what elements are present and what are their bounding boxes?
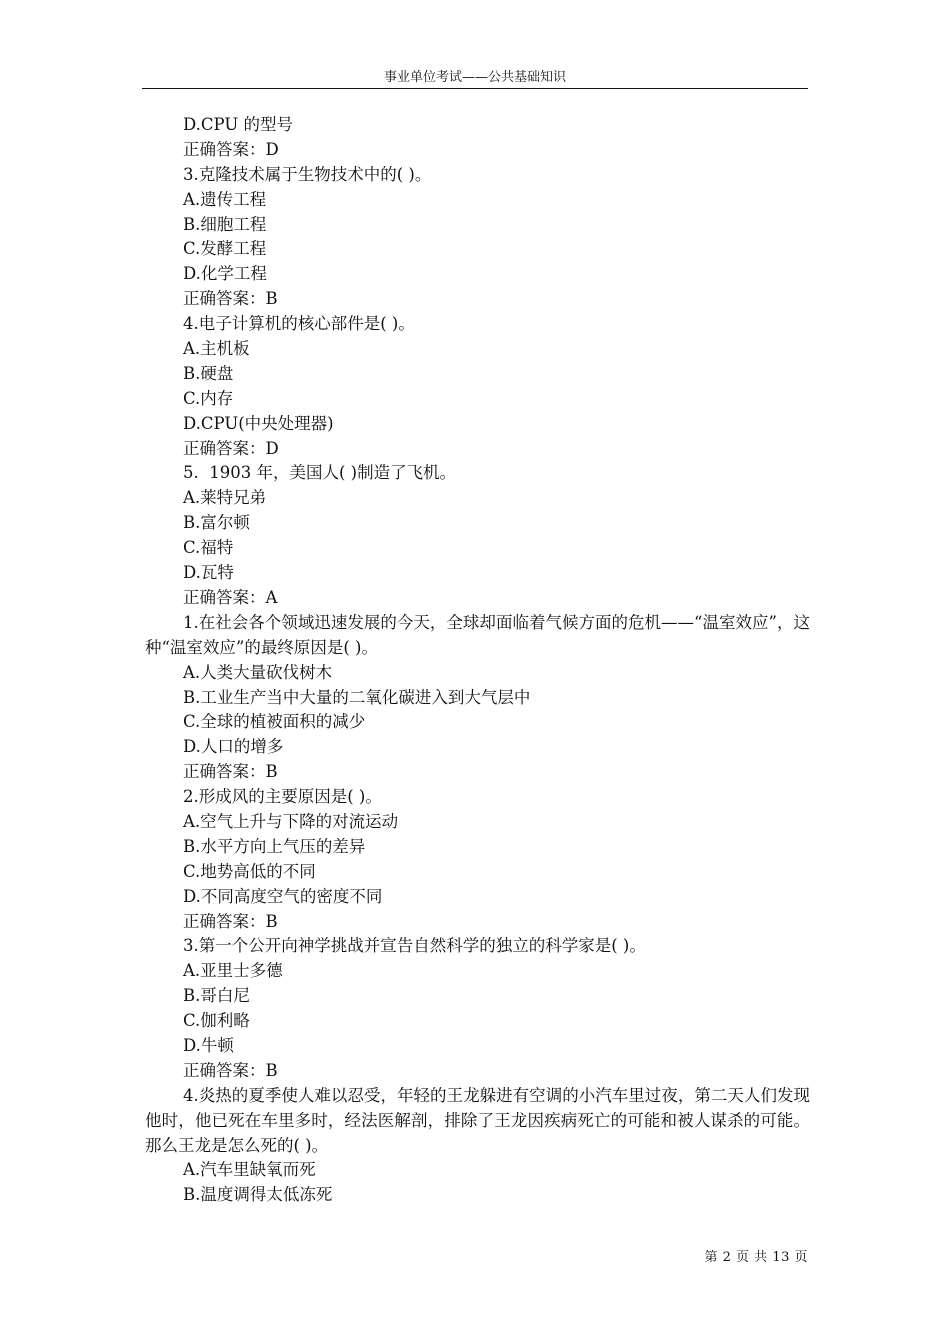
answer-line: 正确答案：D [183,438,279,458]
option-a: A.亚里士多德 [183,961,283,981]
question-1: 1.在社会各个领域迅速发展的今天，全球却面临着气候方面的危机——“温室效应”，这种“温室效应”的最终原因是( )。 [145,612,810,657]
option-a: A.莱特兄弟 [183,488,267,508]
page-header: 事业单位考试——公共基础知识 [383,70,566,85]
option-d: D.瓦特 [183,563,234,583]
answer-line: 正确答案：B [183,911,278,931]
question-4: 4.炎热的夏季使人难以忍受，年轻的王龙躲进有空调的小汽车里过夜，第二天人们发现他时，他已死在车里多时，经法医解剖，排除了王龙因疾病死亡的可能和被人谋杀的可能。那么王龙是怎么死的( )。 [145,1085,810,1155]
option-b: B.水平方向上气压的差异 [183,836,366,856]
option-d: D.CPU(中央处理器) [183,413,334,433]
option-b: B.细胞工程 [183,214,267,234]
option-d: D.牛顿 [183,1035,234,1055]
question-3: 3.第一个公开向神学挑战并宣告自然科学的独立的科学家是( )。 [183,936,646,956]
answer-line: 正确答案：B [183,762,278,782]
option-b: B.工业生产当中大量的二氧化碳进入到大气层中 [183,687,531,707]
question-4: 4.电子计算机的核心部件是( )。 [183,314,415,334]
answer-line: 正确答案：D [183,139,279,159]
page-number: 第 2 页 共 13 页 [704,1250,808,1265]
option-d: D.不同高度空气的密度不同 [183,886,383,906]
option-a: A.人类大量砍伐树木 [183,662,333,682]
option-b: B.哥白尼 [183,986,250,1006]
option-a: A.汽车里缺氧而死 [183,1160,316,1180]
option-a: A.遗传工程 [183,189,267,209]
option-d: D.化学工程 [183,264,267,284]
option-c: C.全球的植被面积的减少 [183,712,366,732]
header-divider [142,88,808,89]
answer-line: 正确答案：A [183,587,278,607]
option-b: B.温度调得太低冻死 [183,1185,333,1205]
option-a: A.空气上升与下降的对流运动 [183,811,399,831]
option-d: D.CPU 的型号 [183,115,293,134]
option-c: C.伽利略 [183,1011,250,1031]
answer-line: 正确答案：B [183,1060,278,1080]
option-c: C.福特 [183,538,234,558]
option-b: B.富尔顿 [183,513,250,533]
option-b: B.硬盘 [183,363,234,383]
option-a: A.主机板 [183,339,250,359]
question-2: 2.形成风的主要原因是( )。 [183,787,382,807]
document-body [145,113,810,1208]
option-c: C.内存 [183,388,234,408]
option-d: D.人口的增多 [183,737,284,757]
question-5: 5. 1903 年，美国人( )制造了飞机。 [183,463,457,483]
option-c: C.发酵工程 [183,239,267,259]
option-c: C.地势高低的不同 [183,861,316,881]
question-3: 3.克隆技术属于生物技术中的( )。 [183,164,432,184]
answer-line: 正确答案：B [183,289,278,309]
